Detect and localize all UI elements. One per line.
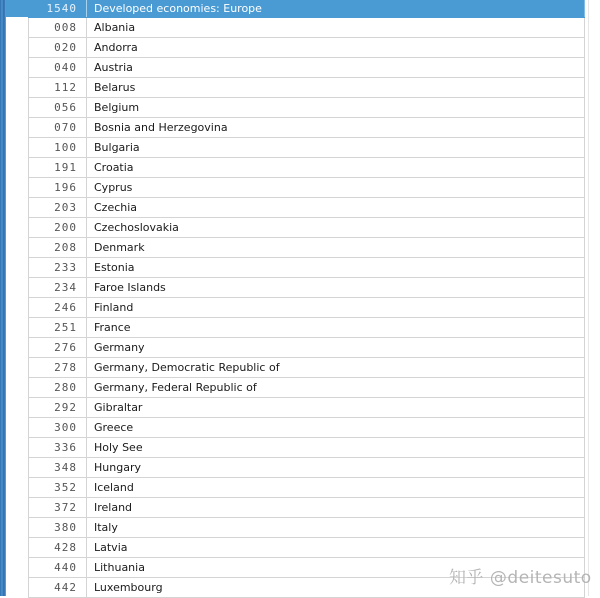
region-name: Developed economies: Europe <box>87 1 585 18</box>
table-row[interactable] <box>29 418 585 438</box>
country-name: Finland <box>87 298 585 318</box>
country-code: 348 <box>29 458 87 478</box>
country-name: Germany <box>87 338 585 358</box>
panel-divider <box>588 0 589 596</box>
country-name: Luxembourg <box>87 578 585 598</box>
country-code: 372 <box>29 498 87 518</box>
country-code: 020 <box>29 38 87 58</box>
table-row[interactable] <box>29 118 585 138</box>
country-name: Albania <box>87 18 585 38</box>
country-code: 442 <box>29 578 87 598</box>
table-row[interactable] <box>29 478 585 498</box>
country-name: Cyprus <box>87 178 585 198</box>
country-code: 300 <box>29 418 87 438</box>
country-name: Faroe Islands <box>87 278 585 298</box>
country-code: 056 <box>29 98 87 118</box>
country-code: 234 <box>29 278 87 298</box>
table-row[interactable] <box>29 258 585 278</box>
country-code: 196 <box>29 178 87 198</box>
country-name: Bosnia and Herzegovina <box>87 118 585 138</box>
country-name: Iceland <box>87 478 585 498</box>
country-name: Germany, Federal Republic of <box>87 378 585 398</box>
country-code: 008 <box>29 18 87 38</box>
table-row[interactable] <box>29 198 585 218</box>
country-code: 280 <box>29 378 87 398</box>
table-row[interactable] <box>29 498 585 518</box>
country-code: 336 <box>29 438 87 458</box>
country-name: Andorra <box>87 38 585 58</box>
country-code: 070 <box>29 118 87 138</box>
table-row[interactable] <box>29 298 585 318</box>
window-left-border <box>0 0 6 596</box>
country-name: Croatia <box>87 158 585 178</box>
table-row[interactable] <box>29 458 585 478</box>
country-name: Czechia <box>87 198 585 218</box>
country-code: 191 <box>29 158 87 178</box>
country-name: Germany, Democratic Republic of <box>87 358 585 378</box>
country-code: 100 <box>29 138 87 158</box>
country-code: 292 <box>29 398 87 418</box>
country-name: Greece <box>87 418 585 438</box>
table-row[interactable] <box>29 98 585 118</box>
table-row-selected[interactable] <box>29 1 585 18</box>
country-code: 278 <box>29 358 87 378</box>
table-row[interactable] <box>29 318 585 338</box>
country-code: 440 <box>29 558 87 578</box>
table-row[interactable] <box>29 218 585 238</box>
country-name: Latvia <box>87 538 585 558</box>
country-code: 040 <box>29 58 87 78</box>
country-name: Belgium <box>87 98 585 118</box>
table-row[interactable] <box>29 178 585 198</box>
table-row[interactable] <box>29 38 585 58</box>
table-row[interactable] <box>29 538 585 558</box>
table-row[interactable] <box>29 158 585 178</box>
table-row[interactable] <box>29 18 585 38</box>
country-code: 200 <box>29 218 87 238</box>
country-code: 428 <box>29 538 87 558</box>
country-name: Denmark <box>87 238 585 258</box>
table-row[interactable] <box>29 378 585 398</box>
country-name: Bulgaria <box>87 138 585 158</box>
country-name: Czechoslovakia <box>87 218 585 238</box>
country-name: Gibraltar <box>87 398 585 418</box>
table-row[interactable] <box>29 438 585 458</box>
country-code: 352 <box>29 478 87 498</box>
country-code: 380 <box>29 518 87 538</box>
country-code: 203 <box>29 198 87 218</box>
country-code-table <box>28 0 585 598</box>
country-name: Austria <box>87 58 585 78</box>
country-code: 251 <box>29 318 87 338</box>
country-code: 246 <box>29 298 87 318</box>
country-name: Hungary <box>87 458 585 478</box>
table-row[interactable] <box>29 278 585 298</box>
country-code: 208 <box>29 238 87 258</box>
watermark: 知乎 @deitesuto <box>449 568 592 588</box>
country-code: 276 <box>29 338 87 358</box>
table-row[interactable] <box>29 78 585 98</box>
table-row[interactable] <box>29 398 585 418</box>
country-name: Ireland <box>87 498 585 518</box>
country-name: France <box>87 318 585 338</box>
region-code: 1540 <box>29 1 87 18</box>
country-name: Lithuania <box>87 558 585 578</box>
country-name: Belarus <box>87 78 585 98</box>
table-row[interactable] <box>29 238 585 258</box>
country-code: 233 <box>29 258 87 278</box>
table-row[interactable] <box>29 358 585 378</box>
country-name: Estonia <box>87 258 585 278</box>
country-code: 112 <box>29 78 87 98</box>
country-name: Holy See <box>87 438 585 458</box>
table-row[interactable] <box>29 138 585 158</box>
table-row[interactable] <box>29 58 585 78</box>
table-row[interactable] <box>29 338 585 358</box>
table-row[interactable] <box>29 518 585 538</box>
country-name: Italy <box>87 518 585 538</box>
